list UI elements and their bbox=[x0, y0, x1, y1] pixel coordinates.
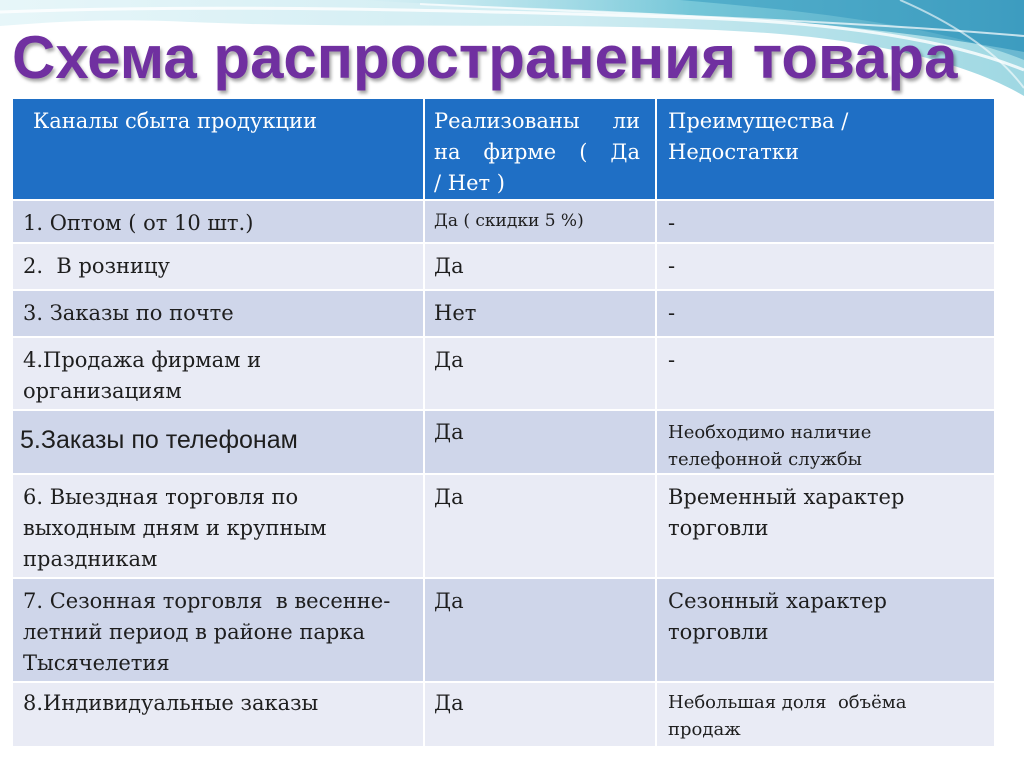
row-8-pros-cons-cell: Небольшая доля объёма продаж bbox=[657, 683, 994, 746]
row-6-implemented-cell: Да bbox=[425, 475, 655, 577]
row-7-implemented-cell: Да bbox=[425, 579, 655, 681]
row-8-channel-cell: 8.Индивидуальные заказы bbox=[13, 683, 423, 746]
header-implemented bbox=[425, 99, 655, 199]
row-6-channel-cell: 6. Выездная торговля по выходным дням и крупным праздникам bbox=[13, 475, 423, 577]
row-7-channel-cell: 7. Сезонная торговля в весенне- летний период в районе парка Тысячелетия bbox=[13, 579, 423, 681]
header-channels: Каналы сбыта продукции bbox=[13, 99, 423, 199]
row-5-implemented-cell: Да bbox=[425, 411, 655, 473]
row-8-implemented-cell: Да bbox=[425, 683, 655, 746]
header-implemented-line: на фирме ( Да bbox=[434, 140, 640, 164]
row-1-implemented-cell: Да ( скидки 5 %) bbox=[425, 201, 655, 242]
header-pros-cons: Преимущества / Недостатки bbox=[657, 99, 994, 199]
header-implemented-line: Реализованы ли bbox=[434, 109, 640, 133]
row-4-pros-cons-cell: - bbox=[657, 338, 994, 409]
row-2-implemented-cell: Да bbox=[425, 244, 655, 289]
row-5-channel-cell: 5.Заказы по телефонам bbox=[13, 411, 423, 473]
row-2-pros-cons-cell: - bbox=[657, 244, 994, 289]
row-3-implemented-cell: Нет bbox=[425, 291, 655, 336]
row-5-pros-cons-cell: Необходимо наличие телефонной службы bbox=[657, 411, 994, 473]
row-4-channel-cell: 4.Продажа фирмам и организациям bbox=[13, 338, 423, 409]
row-1-pros-cons-cell: - bbox=[657, 201, 994, 242]
row-2-channel-cell: 2. В розницу bbox=[13, 244, 423, 289]
slide-title: Схема распространения товара bbox=[12, 24, 958, 91]
row-6-pros-cons-cell: Временный характер торговли bbox=[657, 475, 994, 577]
row-3-channel-cell: 3. Заказы по почте bbox=[13, 291, 423, 336]
row-1-channel-cell: 1. Оптом ( от 10 шт.) bbox=[13, 201, 423, 242]
row-3-pros-cons-cell: - bbox=[657, 291, 994, 336]
row-7-pros-cons-cell: Сезонный характер торговли bbox=[657, 579, 994, 681]
distribution-table bbox=[13, 99, 994, 746]
row-4-implemented-cell: Да bbox=[425, 338, 655, 409]
header-implemented-line: / Нет ) bbox=[434, 171, 505, 195]
